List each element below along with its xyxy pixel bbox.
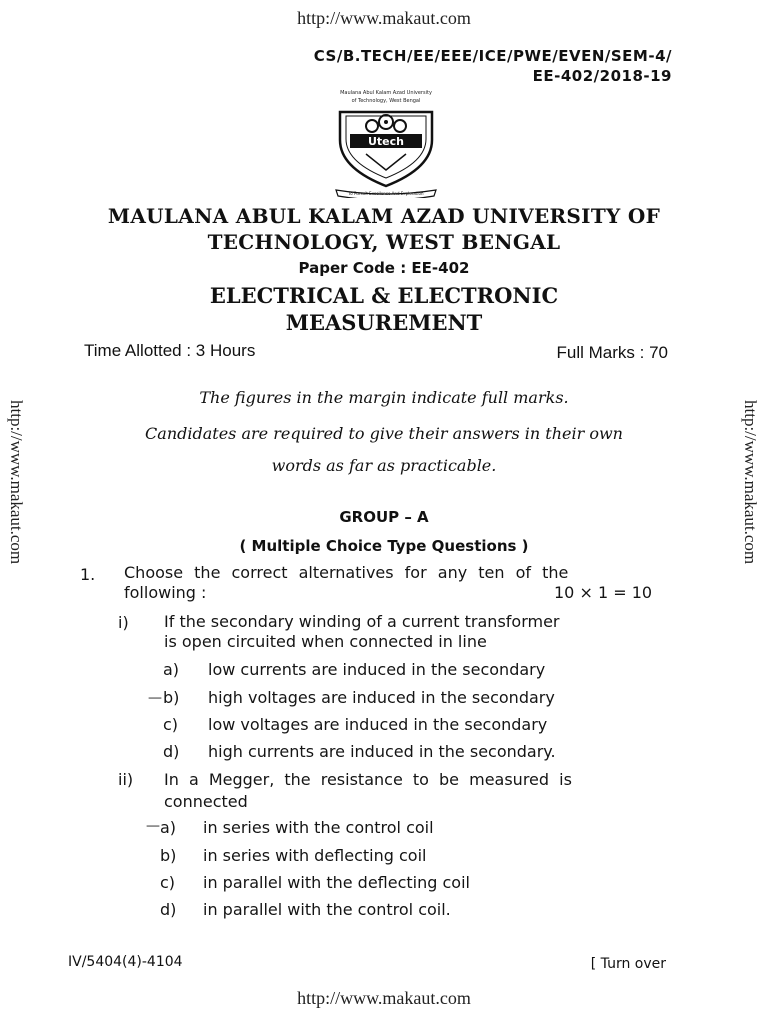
paper-code: Paper Code : EE-402 [298, 259, 470, 277]
site-url-left-margin: http://www.makaut.com [7, 400, 26, 565]
logo-caption-line2: of Technology, West Bengal [351, 98, 421, 104]
option-text: in parallel with the control coil. [203, 900, 451, 919]
option-label: b) [163, 688, 180, 707]
course-code-line2: EE-402/2018-19 [532, 67, 672, 85]
group-heading: GROUP – A [339, 508, 429, 526]
logo-name: Utech [367, 135, 405, 148]
shield-emblem-icon [330, 106, 442, 198]
footer-paper-code: IV/5404(4)-4104 [68, 954, 183, 970]
subquestion-number: ii) [118, 770, 134, 789]
option-text: in series with deflecting coil [203, 846, 427, 865]
site-url-top[interactable]: http://www.makaut.com [297, 8, 471, 28]
subquestion-text-line1: In a Megger, the resistance to be measured is [164, 770, 572, 789]
subject-title-line1: ELECTRICAL & ELECTRONIC [209, 283, 559, 308]
paper-course-code [314, 46, 672, 86]
subject-title-line2: MEASUREMENT [285, 310, 483, 335]
group-question-type: ( Multiple Choice Type Questions ) [239, 537, 529, 555]
subquestion-text-line2: connected [164, 792, 248, 811]
course-code-line1: CS/B.TECH/EE/EEE/ICE/PWE/EVEN/SEM-4/ [313, 47, 672, 65]
option-text: low currents are induced in the secondary [208, 660, 546, 679]
option-label: c) [160, 873, 176, 892]
option-label: b) [160, 846, 177, 865]
option-text: high currents are induced in the secondary. [208, 742, 556, 761]
question-number: 1. [80, 565, 96, 584]
question-marks: 10 × 1 = 10 [554, 583, 653, 602]
subquestion-number: i) [118, 613, 129, 632]
option-label: d) [160, 900, 177, 919]
instruction-line1: The figures in the margin indicate full marks. [199, 388, 569, 407]
option-label: c) [163, 715, 179, 734]
subquestion-text-line1: If the secondary winding of a current transformer [164, 612, 560, 631]
university-name-line1: MAULANA ABUL KALAM AZAD UNIVERSITY OF [107, 204, 661, 228]
logo-caption-line1: Maulana Abul Kalam Azad University [340, 90, 432, 96]
option-text: in series with the control coil [203, 818, 434, 837]
site-url-bottom[interactable]: http://www.makaut.com [297, 988, 471, 1008]
option-text: in parallel with the deflecting coil [203, 873, 470, 892]
question-text-line1: Choose the correct alternatives for any ten of the [124, 563, 569, 582]
instruction-line3: words as far as practicable. [271, 456, 497, 475]
full-marks: Full Marks : 70 [556, 343, 668, 362]
option-label: a) [160, 818, 177, 837]
logo-motto: To Pursuit Excellence And Exploration [348, 191, 424, 196]
option-label: a) [163, 660, 180, 679]
university-name-line2: TECHNOLOGY, WEST BENGAL [207, 230, 561, 254]
university-logo [322, 90, 450, 198]
site-url-right-margin: http://www.makaut.com [741, 400, 760, 565]
option-label: d) [163, 742, 180, 761]
question-text-line2: following : [124, 583, 207, 602]
subquestion-text-line2: is open circuited when connected in line [164, 632, 487, 651]
option-text: low voltages are induced in the secondary [208, 715, 548, 734]
answer-mark-icon: — [148, 690, 162, 706]
time-allotted: Time Allotted : 3 Hours [84, 341, 256, 360]
option-text: high voltages are induced in the secondary [208, 688, 555, 707]
turn-over-note: [ Turn over [590, 956, 666, 972]
answer-mark-icon: — [146, 818, 160, 834]
instruction-line2: Candidates are required to give their answers in their own [145, 424, 623, 443]
